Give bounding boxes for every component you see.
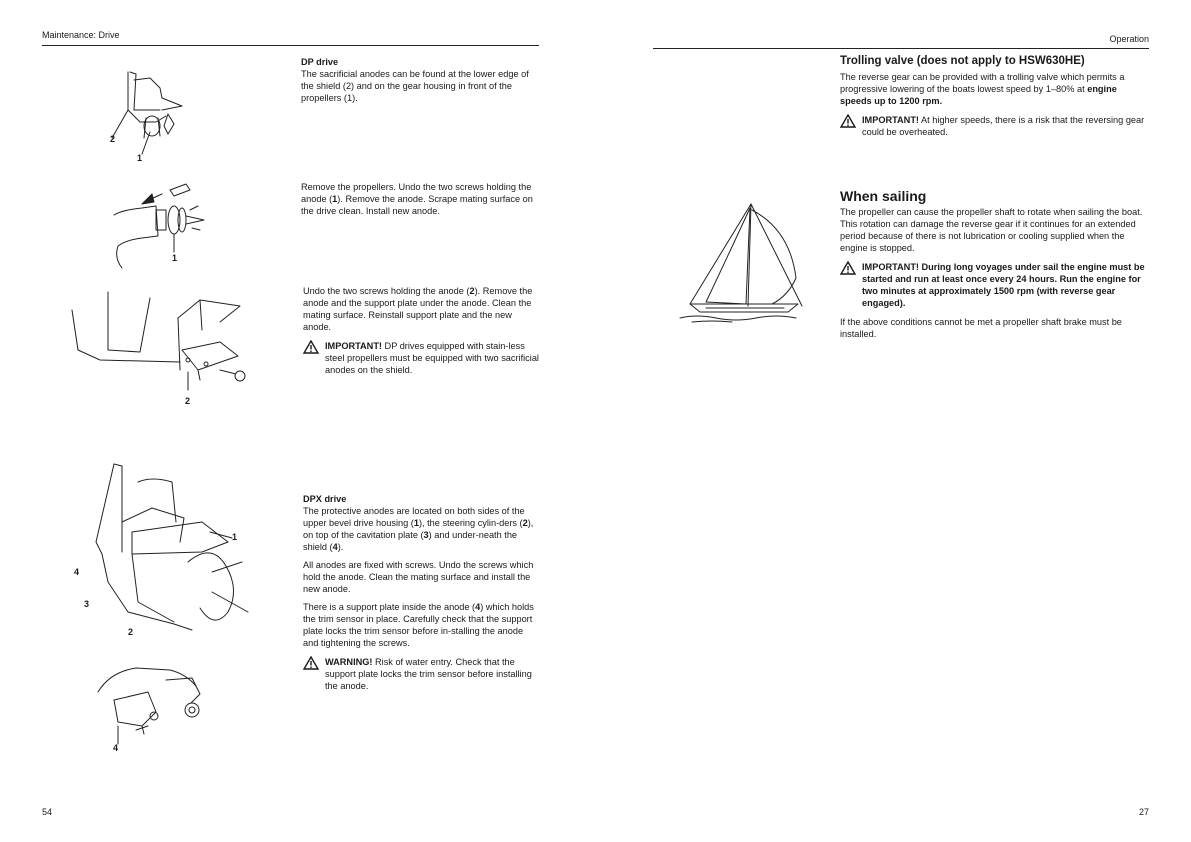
trolling-important-note — [840, 114, 1150, 138]
dpx-p3-b: ) which holds the trim sensor in place. Carefully check that the support plate locks the trim sensor before in-stalling the anode and tightening the screws. — [303, 602, 534, 648]
fig4-callout-3: 3 — [84, 599, 90, 609]
propeller-anode-text-1: Remove the propellers. Undo the two screws holding the anode ( — [301, 182, 532, 204]
trolling-important-label: IMPORTANT! — [862, 115, 919, 125]
sailing-important-note — [840, 261, 1150, 309]
trolling-valve-section — [840, 54, 1150, 138]
dpx-drive-p1 — [303, 505, 539, 553]
warning-triangle-icon — [303, 340, 319, 354]
shield-anode-figure — [70, 290, 250, 395]
dpx-p1-d: ) and under-neath the shield ( — [303, 530, 518, 552]
shield-anode-ref-2: 2 — [469, 286, 475, 296]
dpx-drive-p2: All anodes are fixed with screws. Undo the screws which hold the anode. Clean the mating surface and install the new anode. — [303, 560, 534, 594]
dpx-p1-c: ), on top of the cavitation plate ( — [303, 518, 534, 540]
dpx-ref-2: 2 — [522, 518, 528, 528]
warning-triangle-icon — [840, 261, 856, 275]
dpx-warning-label: WARNING! — [325, 657, 373, 667]
when-sailing-heading: When sailing — [840, 188, 927, 204]
trolling-valve-heading: Trolling valve (does not apply to HSW630HE) — [840, 55, 1085, 67]
dpx-p1-b: ), the steering cylin-ders ( — [418, 518, 523, 528]
dpx-warning-text: Risk of water entry. Check that the support plate locks the trim sensor before installing the anode. — [325, 657, 532, 691]
dpx-p3-ref-4: 4 — [475, 602, 481, 612]
shield-important-label: IMPORTANT! — [325, 341, 382, 351]
left-header-rule — [42, 45, 539, 46]
right-page-header: Operation — [1109, 34, 1149, 44]
dpx-p3-a: There is a support plate inside the anode ( — [303, 602, 476, 612]
dpx-drive-section — [303, 493, 539, 692]
right-header-rule — [653, 48, 1149, 49]
dpx-warning-note — [303, 656, 539, 692]
dpx-p1-e: ). — [337, 542, 344, 552]
when-sailing-section — [840, 188, 1150, 340]
warning-triangle-icon — [840, 114, 856, 128]
propeller-anode-figure — [112, 180, 212, 270]
fig3-callout-2: 2 — [185, 396, 191, 406]
dpx-drive-heading: DPX drive — [303, 494, 347, 504]
dp-drive-side-figure — [110, 70, 190, 155]
left-page-header: Maintenance: Drive — [42, 30, 120, 40]
dpx-ref-4: 4 — [332, 542, 338, 552]
fig5-callout-4: 4 — [113, 743, 119, 753]
warning-triangle-icon — [303, 656, 319, 670]
dpx-ref-1: 1 — [413, 518, 419, 528]
dpx-drive-figure — [92, 462, 252, 637]
shield-anode-text-1: Undo the two screws holding the anode ( — [303, 286, 470, 296]
shield-anode-text-2: ). Remove the anode and the support plate under the anode. Clean the mating surface. Reinstall support plate and the new anode. — [303, 286, 533, 332]
fig4-callout-4: 4 — [74, 567, 80, 577]
dpx-ref-3: 3 — [423, 530, 429, 540]
trolling-text-b: engine speeds up to 1200 rpm. — [840, 84, 1117, 106]
sailboat-figure — [676, 200, 806, 326]
fig1-callout-1: 1 — [137, 153, 143, 163]
trim-sensor-anode-figure — [96, 660, 216, 748]
trolling-text-a: The reverse gear can be provided with a trolling valve which permits a progressive lowering of the boats lowest speed by 1–80% at — [840, 72, 1125, 94]
fig4-callout-2: 2 — [128, 627, 134, 637]
when-sailing-text: The propeller can cause the propeller shaft to rotate when sailing the boat. This rotation can damage the reverse gear if it continues for an extended period because of there is not lubrication or cooling supplied when the engine is stopped. — [840, 207, 1143, 253]
dpx-p1-a: The protective anodes are located on both sides of the upper bevel drive housing ( — [303, 506, 525, 528]
dp-drive-text: The sacrificial anodes can be found at the lower edge of the shield (2) and on the gear housing in front of the propellers (1). — [301, 69, 529, 103]
dp-drive-section — [301, 56, 537, 104]
trolling-important-text: At higher speeds, there is a risk that the reversing gear could be overheated. — [862, 115, 1145, 137]
propeller-anode-text — [301, 181, 539, 217]
shield-important-text: DP drives equipped with stain-less steel propellers must be equipped with two sacrificial anodes on the shield. — [325, 341, 539, 375]
fig4-callout-1: 1 — [232, 532, 238, 542]
propeller-anode-text-2: ). Remove the anode. Scrape mating surface on the drive clean. Install new anode. — [301, 194, 533, 216]
fig2-callout-1: 1 — [172, 253, 178, 263]
shield-important-note — [303, 340, 539, 376]
left-page-number: 54 — [42, 807, 53, 817]
propeller-anode-ref-1: 1 — [332, 194, 338, 204]
dp-drive-heading: DP drive — [301, 57, 339, 67]
fig1-callout-2: 2 — [110, 134, 116, 144]
right-page-number: 27 — [1138, 807, 1149, 817]
sailing-important-text: IMPORTANT! During long voyages under sail the engine must be started and run at least once every 24 hours. Run the engine for two minutes at approximately 1500 rpm (with reverse gear engaged). — [862, 262, 1145, 308]
trolling-valve-text — [840, 71, 1150, 107]
sailing-closing-text: If the above conditions cannot be met a propeller shaft brake must be installed. — [840, 317, 1122, 339]
dpx-drive-p3 — [303, 601, 539, 649]
shield-anode-section — [303, 285, 539, 376]
